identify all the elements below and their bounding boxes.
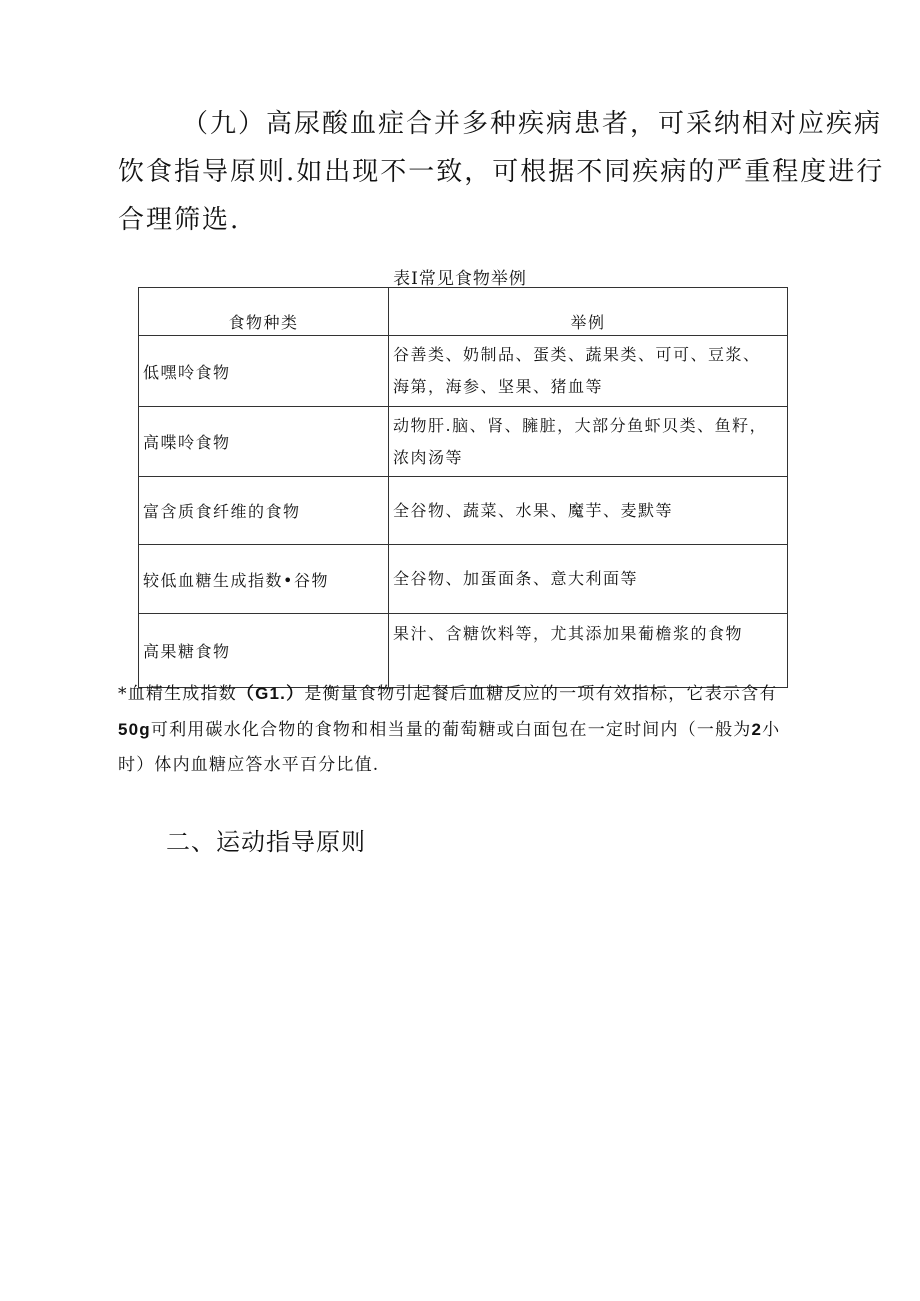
examples-line: 浓肉汤等 xyxy=(393,447,464,467)
examples-line: 动物肝.脑、肾、臃脏，大部分鱼虾贝类、鱼籽， xyxy=(393,415,768,435)
examples-line: 海第，海参、坚果、猪血等 xyxy=(393,377,604,396)
footnote-line: 时）体内血糖应答水平百分比值. xyxy=(118,755,380,775)
section-heading: 二、运动指导原则 xyxy=(166,828,366,856)
amount-value: 50g xyxy=(118,720,151,739)
food-category-cell: 低嘿呤食物 xyxy=(139,336,389,407)
examples-line: 全谷物、加蛋面条、意大利面等 xyxy=(393,569,639,588)
food-examples-cell xyxy=(389,336,788,407)
table-row xyxy=(139,336,788,407)
table-header-row xyxy=(139,288,788,336)
food-examples-cell xyxy=(389,477,788,545)
food-examples-table xyxy=(138,287,788,688)
food-examples-cell xyxy=(389,407,788,477)
food-category-cell: 高果糖食物 xyxy=(139,614,389,688)
footnote-text: 小 xyxy=(762,720,781,740)
footnote-text: 是衡量食物引起餐后血糖反应的一项有效指标，它表示含有 xyxy=(304,684,778,704)
gi-abbreviation: （G1.） xyxy=(236,684,305,703)
footnote-line xyxy=(118,676,798,712)
table-row xyxy=(139,407,788,477)
table-caption: 表I常见食物举例 xyxy=(393,269,527,289)
paragraph-line: 饮食指导原则.如出现不一致，可根据不同疾病的严重程度进行 xyxy=(118,157,885,187)
footnote-line xyxy=(118,712,798,748)
column-header-examples: 举例 xyxy=(389,288,788,336)
food-category-cell: 高喋呤食物 xyxy=(139,407,389,477)
column-header-category: 食物种类 xyxy=(139,288,389,336)
table-footnote xyxy=(118,676,798,783)
table-row xyxy=(139,545,788,614)
examples-line: 谷善类、奶制品、蛋类、蔬果类、可可、豆浆、 xyxy=(393,345,761,364)
paragraph-line: （九）高尿酸血症合并多种疾病患者，可采纳相对应疾病 xyxy=(182,109,883,139)
food-category-cell: 较低血糖生成指数•谷物 xyxy=(139,545,389,614)
table-row xyxy=(139,477,788,545)
hours-value: 2 xyxy=(751,720,763,739)
footnote-text: *血精生成指数 xyxy=(118,684,237,704)
food-examples-cell xyxy=(389,545,788,614)
footnote-text: 可利用碳水化合物的食物和相当量的葡萄糖或白面包在一定时间内（一般为 xyxy=(150,720,752,740)
paragraph-line: 合理筛选. xyxy=(118,205,241,235)
examples-line: 果汁、含糖饮料等，尤其添加果葡檐浆的食物 xyxy=(393,624,744,643)
food-category-cell: 富含质食纤维的食物 xyxy=(139,477,389,545)
examples-line: 全谷物、蔬菜、水果、魔芋、麦默等 xyxy=(393,500,674,520)
intro-paragraph xyxy=(118,100,885,244)
